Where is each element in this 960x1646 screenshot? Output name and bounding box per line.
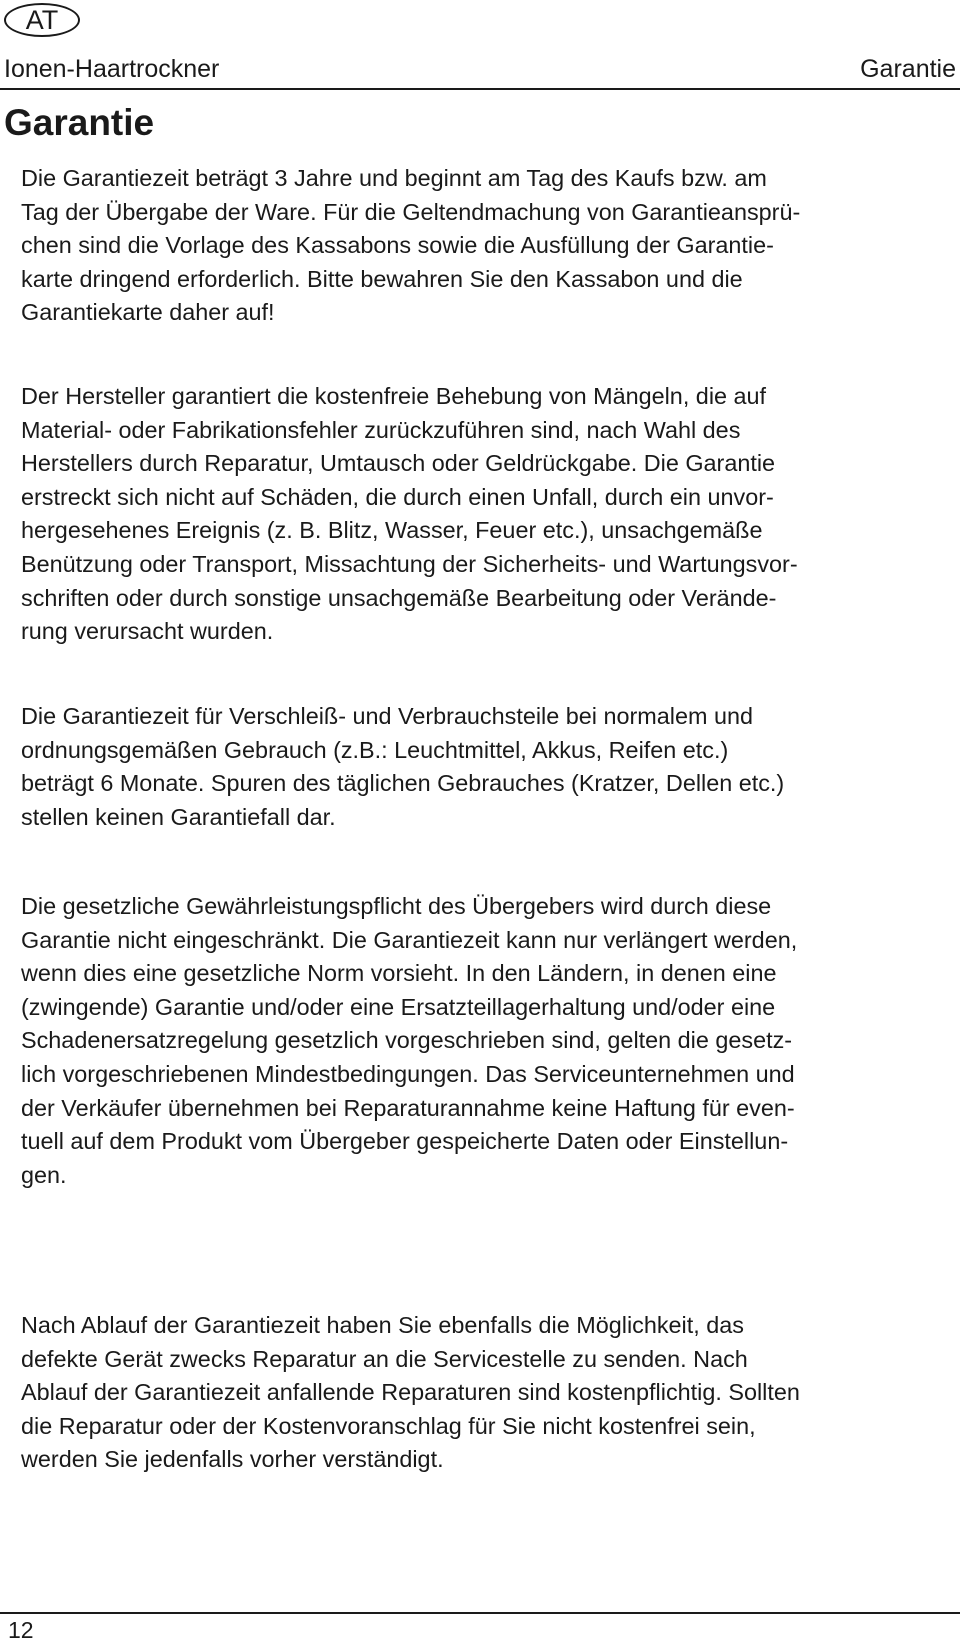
paragraph-line: Schadenersatzregelung gesetzlich vorgeschrieben sind, gelten die gesetz- [21, 1027, 793, 1054]
paragraph-line: Garantie nicht eingeschränkt. Die Garantiezeit kann nur verlängert werden, [21, 926, 798, 953]
country-code-badge [4, 3, 80, 37]
paragraph-line: wenn dies eine gesetzliche Norm vorsieht. In den Ländern, in denen eine [21, 960, 777, 987]
page-header [4, 50, 956, 88]
paragraph-statutory-warranty [21, 890, 960, 1192]
paragraph-line: Material- oder Fabrikationsfehler zurückzuführen sind, nach Wahl des [21, 416, 741, 443]
paragraph-line: Benützung oder Transport, Missachtung der Sicherheits- und Wartungsvor- [21, 550, 798, 577]
page-number: 12 [8, 1617, 34, 1643]
paragraph-line: schriften oder durch sonstige unsachgemäße Bearbeitung oder Verände- [21, 584, 777, 611]
paragraph-line: stellen keinen Garantiefall dar. [21, 803, 336, 830]
paragraph-line: Die Garantiezeit für Verschleiß- und Verbrauchsteile bei normalem und [21, 703, 753, 729]
paragraph-line: gen. [21, 1161, 67, 1188]
paragraph-after-warranty [21, 1309, 960, 1477]
paragraph-line: ordnungsgemäßen Gebrauch (z.B.: Leuchtmittel, Akkus, Reifen etc.) [21, 736, 729, 763]
paragraph-warranty-period [21, 162, 960, 330]
paragraph-line: Garantiekarte daher auf! [21, 299, 275, 326]
paragraph-line: (zwingende) Garantie und/oder eine Ersatzteillagerhaltung und/oder eine [21, 993, 776, 1020]
paragraph-line: Herstellers durch Reparatur, Umtausch oder Geldrückgabe. Die Garantie [21, 450, 776, 477]
paragraph-line: werden Sie jedenfalls vorher verständigt. [21, 1446, 444, 1473]
section-name: Garantie [860, 54, 956, 83]
paragraph-line: chen sind die Vorlage des Kassabons sowie die Ausfüllung der Garantie- [21, 232, 774, 259]
product-name: Ionen-Haartrockner [4, 54, 220, 83]
page-title: Garantie [4, 102, 155, 143]
paragraph-line: beträgt 6 Monate. Spuren des täglichen Gebrauches (Kratzer, Dellen etc.) [21, 770, 785, 797]
paragraph-line: hergesehenes Ereignis (z. B. Blitz, Wasser, Feuer etc.), unsachgemäße [21, 517, 763, 544]
paragraph-line: Nach Ablauf der Garantiezeit haben Sie ebenfalls die Möglichkeit, das [21, 1312, 744, 1338]
paragraph-line: Die Garantiezeit beträgt 3 Jahre und beginnt am Tag des Kaufs bzw. am [21, 165, 767, 191]
paragraph-line: rung verursacht wurden. [21, 618, 274, 645]
paragraph-line: tuell auf dem Produkt vom Übergeber gespeicherte Daten oder Einstellun- [21, 1128, 789, 1155]
paragraph-line: der Verkäufer übernehmen bei Reparaturannahme keine Haftung für even- [21, 1094, 795, 1121]
paragraph-line: Ablauf der Garantiezeit anfallende Reparaturen sind kostenpflichtig. Sollten [21, 1379, 800, 1406]
paragraph-line: Tag der Übergabe der Ware. Für die Geltendmachung von Garantieansprü- [21, 198, 801, 225]
paragraph-line: Der Hersteller garantiert die kostenfreie Behebung von Mängeln, die auf [21, 383, 767, 409]
paragraph-line: lich vorgeschriebenen Mindestbedingungen. Das Serviceunternehmen und [21, 1060, 795, 1087]
paragraph-line: karte dringend erforderlich. Bitte bewahren Sie den Kassabon und die [21, 265, 743, 292]
paragraph-line: die Reparatur oder der Kostenvoranschlag für Sie nicht kostenfrei sein, [21, 1412, 756, 1439]
paragraph-line: erstreckt sich nicht auf Schäden, die durch einen Unfall, durch ein unvor- [21, 483, 774, 510]
header-divider [0, 88, 960, 90]
footer-divider [0, 1612, 960, 1614]
paragraph-manufacturer-guarantee [21, 380, 960, 649]
paragraph-line: defekte Gerät zwecks Reparatur an die Servicestelle zu senden. Nach [21, 1345, 748, 1372]
paragraph-wear-parts [21, 700, 960, 834]
country-code-label: AT [25, 4, 59, 35]
paragraph-line: Die gesetzliche Gewährleistungspflicht des Übergebers wird durch diese [21, 893, 772, 919]
